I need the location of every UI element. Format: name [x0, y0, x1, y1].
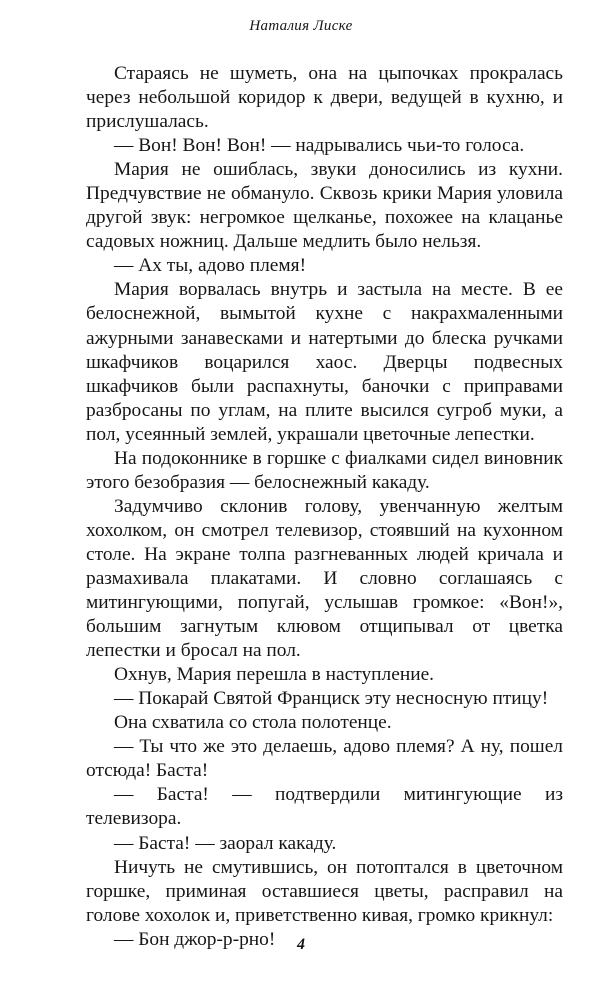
paragraph: — Ты что же это делаешь, адово племя? А ну, пошел отсюда! Баста! [86, 736, 563, 782]
paragraph: Охнув, Мария перешла в наступление. [114, 664, 435, 686]
paragraph: — Бон джор-р-рно! [114, 928, 276, 950]
paragraph: — Баста! — заорал какаду. [114, 832, 337, 854]
paragraph: — Ах ты, адово племя! [114, 255, 307, 277]
paragraph: — Вон! Вон! Вон! — надрывались чьи-то голоса. [114, 135, 525, 157]
paragraph: Она схватила со стола полотенце. [114, 712, 392, 734]
paragraph: — Баста! — подтвердили митингующие из телевизора. [86, 784, 563, 830]
paragraph: Задумчиво склонив голову, увенчанную желтым хохолком, он смотрел телевизор, стоявший на кухонном столе. На экране толпа разгневанных людей кричала и размахивала плакатами. И словно соглашаясь с митингующими, попугай, услышав громкое: «Вон!», большим загнутым клювом отщипывал от цветка лепестки и бросал на пол. [86, 495, 563, 662]
running-head-author: Наталия Лиске [249, 18, 353, 34]
paragraph: Мария не ошиблась, звуки доносились из кухни. Предчувствие не обмануло. Сквозь крики Мария уловила другой звук: негромкое щелканье, похожее на клацанье садовых ножниц. Дальше медлить было нельзя. [86, 159, 563, 253]
page-number: 4 [297, 936, 305, 953]
paragraph: Ничуть не смутившись, он потоптался в цветочном горшке, приминая оставшиеся цветы, расправил на голове хохолок и, приветственно кивая, громко крикнул: [86, 856, 563, 926]
paragraph: Стараясь не шуметь, она на цыпочках прокралась через небольшой коридор к двери, ведущей в кухню, и прислушалась. [86, 63, 563, 133]
paragraph: На подоконнике в горшке с фиалками сидел виновник этого безобразия — белоснежный какаду. [86, 447, 563, 493]
body-text [86, 62, 563, 952]
paragraph: — Покарай Святой Франциск эту несносную птицу! [114, 688, 549, 710]
paragraph: Мария ворвалась внутрь и застыла на месте. В ее белоснежной, вымытой кухне с накрахмаленными ажурными занавесками и натертыми до блеска ручками шкафчиков воцарился хаос. Дверцы подвесных шкафчиков были распахнуты, баночки с приправами разбросаны по углам, на плите высился сугроб муки, а пол, усеянный землей, украшали цветочные лепестки. [86, 279, 563, 445]
